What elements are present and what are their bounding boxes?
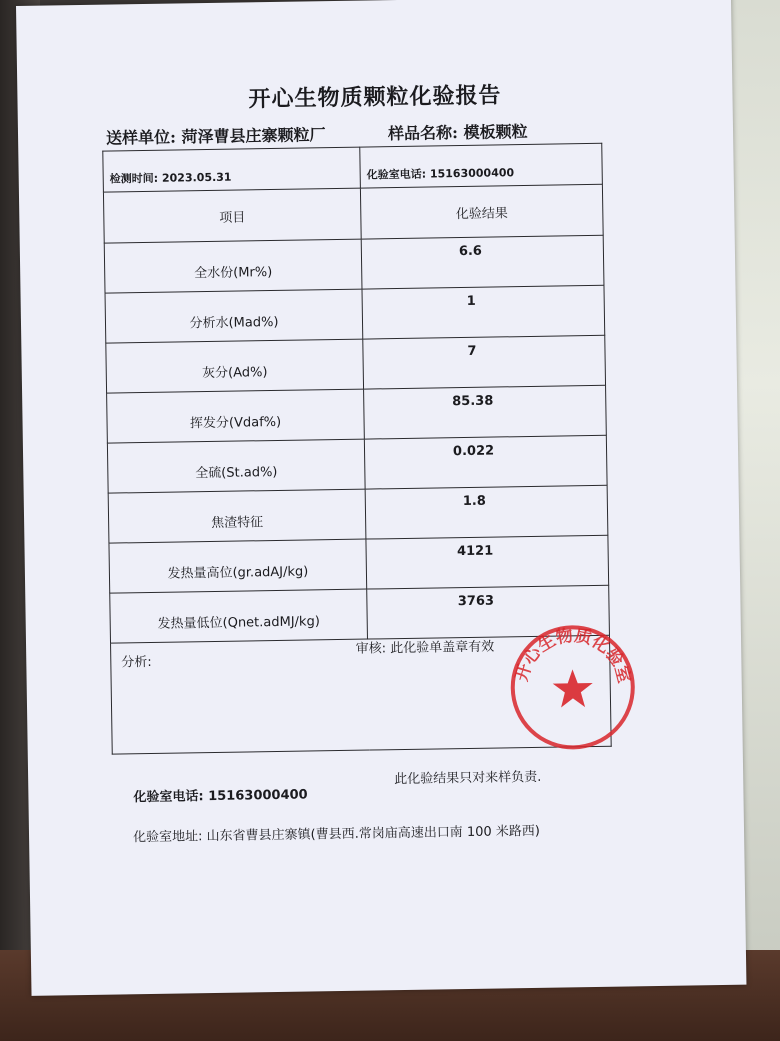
table-row [105, 285, 605, 343]
table-row [108, 485, 608, 543]
table-row [106, 335, 606, 393]
item-name: 灰分(Ad%) [106, 339, 364, 393]
test-time-cell: 检测时间: 2023.05.31 [103, 147, 361, 192]
column-header-item: 项目 [103, 188, 361, 243]
item-value: 4121 [366, 535, 609, 589]
item-value: 1.8 [365, 485, 608, 539]
sender-line [106, 122, 326, 148]
item-name: 全水份(Mr%) [104, 239, 362, 293]
report-sheet [16, 0, 746, 996]
review-label: 审核: 此化验单盖章有效 [355, 639, 495, 657]
report-title: 开心生物质颗粒化验报告 [248, 82, 502, 113]
table-row [107, 435, 607, 493]
table-row [107, 385, 607, 443]
item-value: 3763 [367, 585, 610, 639]
sender-value: 菏泽曹县庄寨颗粒厂 [181, 125, 326, 147]
footer-lab-phone: 化验室电话: 15163000400 [133, 787, 308, 806]
column-header-result: 化验结果 [360, 184, 603, 239]
sender-label: 送样单位: [105, 127, 177, 148]
item-name: 发热量低位(Qnet.adMJ/kg) [110, 589, 368, 643]
item-value: 0.022 [364, 435, 607, 489]
seal-star-icon [552, 669, 593, 708]
sample-label: 样品名称: [387, 123, 459, 144]
item-value: 6.6 [361, 235, 604, 289]
item-name: 全硫(St.ad%) [107, 439, 365, 493]
svg-text:开心生物质化验室: 开心生物质化验室 [511, 625, 634, 686]
header-row [103, 184, 603, 243]
item-name: 焦渣特征 [108, 489, 366, 543]
sample-value: 模板颗粒 [463, 121, 528, 142]
item-value: 7 [363, 335, 606, 389]
table-row [104, 235, 604, 293]
lab-phone-cell: 化验室电话: 15163000400 [360, 143, 603, 188]
item-name: 发热量高位(gr.adAJ/kg) [109, 539, 367, 593]
footer-address: 化验室地址: 山东省曹县庄寨镇(曹县西.常岗庙高速出口南 100 米路西) [132, 823, 541, 846]
table-row [109, 535, 609, 593]
item-value: 1 [362, 285, 605, 339]
item-name: 挥发分(Vdaf%) [107, 389, 365, 443]
item-value: 85.38 [364, 385, 607, 439]
analysis-label: 分析: [121, 654, 152, 671]
sample-line [388, 119, 528, 144]
footer-responsibility: 此化验结果只对来样负责. [394, 769, 542, 788]
item-name: 分析水(Mad%) [105, 289, 363, 343]
lab-seal-stamp [508, 622, 638, 752]
